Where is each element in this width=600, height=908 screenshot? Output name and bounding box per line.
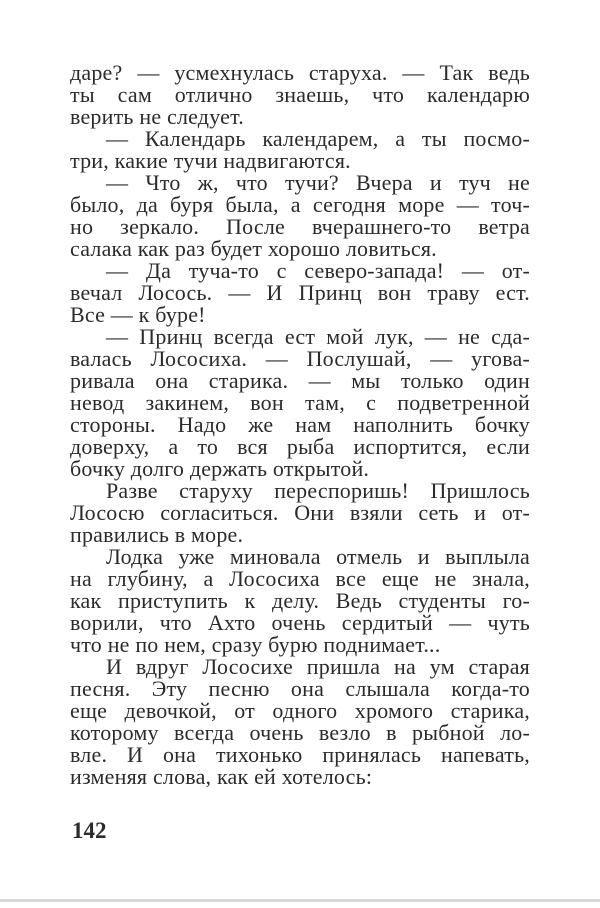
text-line: Лососю согласиться. Они взяли сеть и от- <box>70 500 530 525</box>
text-line: песня. Эту песню она слышала когда-то <box>70 676 530 701</box>
text-line: еще девочкой, от одного хромого старика, <box>70 698 530 723</box>
text-line: было, да буря была, а сегодня море — точ- <box>70 192 530 217</box>
text-line: на глубину, а Лососиха все еще не знала, <box>70 566 530 591</box>
text-line: верить не следует. <box>70 104 244 129</box>
text-line: которому всегда очень везло в рыбной ло- <box>70 720 530 745</box>
page-edge <box>0 899 600 902</box>
text-line: — Что ж, что тучи? Вчера и туч не <box>106 170 530 195</box>
paragraph <box>70 656 530 788</box>
text-line: изменяя слова, как ей хотелось: <box>70 764 373 789</box>
text-line: Разве старуху переспоришь! Пришлось <box>106 478 530 503</box>
text-line: правились в море. <box>70 522 244 547</box>
text-line: невод закинем, вон там, с подветренной <box>70 390 530 415</box>
text-line: — Календарь календарем, а ты посмо- <box>106 126 530 151</box>
text-line: ривала она старика. — мы только один <box>70 368 530 393</box>
text-line: доверху, а то вся рыба испортится, если <box>70 434 530 459</box>
text-line: — Да туча-то с северо-запада! — от- <box>106 258 530 283</box>
paragraph <box>70 326 530 480</box>
text-line: Лодка уже миновала отмель и выплыла <box>106 544 530 569</box>
text-line: вле. И она тихонько принялась напевать, <box>70 742 530 767</box>
text-line: — Принц всегда ест мой лук, — не сда- <box>106 324 530 349</box>
paragraph <box>70 546 530 656</box>
paragraph <box>70 62 530 128</box>
text-line: три, какие тучи надвигаются. <box>70 148 351 173</box>
paragraph <box>70 172 530 260</box>
text-line: что не по нем, сразу бурю поднимает... <box>70 632 441 657</box>
text-line: но зеркало. После вчерашнего-то ветра <box>70 214 530 239</box>
text-line: даре? — усмехнулась старуха. — Так ведь <box>70 60 530 85</box>
text-line: Все — к буре! <box>70 302 206 327</box>
text-line: стороны. Надо же нам наполнить бочку <box>70 412 530 437</box>
book-text <box>70 62 530 788</box>
text-line: валась Лососиха. — Послушай, — угова- <box>70 346 530 371</box>
text-line: салака как раз будет хорошо ловиться. <box>70 236 437 261</box>
text-line: И вдруг Лососихе пришла на ум старая <box>106 654 530 679</box>
page-number: 142 <box>72 818 107 843</box>
text-line: ворили, что Ахто очень сердитый — чуть <box>70 610 530 635</box>
paragraph <box>70 480 530 546</box>
text-line: вечал Лосось. — И Принц вон траву ест. <box>70 280 530 305</box>
text-line: как приступить к делу. Ведь студенты го- <box>70 588 530 613</box>
text-line: ты сам отлично знаешь, что календарю <box>70 82 530 107</box>
text-line: бочку долго держать открытой. <box>70 456 370 481</box>
paragraph <box>70 260 530 326</box>
paragraph <box>70 128 530 172</box>
